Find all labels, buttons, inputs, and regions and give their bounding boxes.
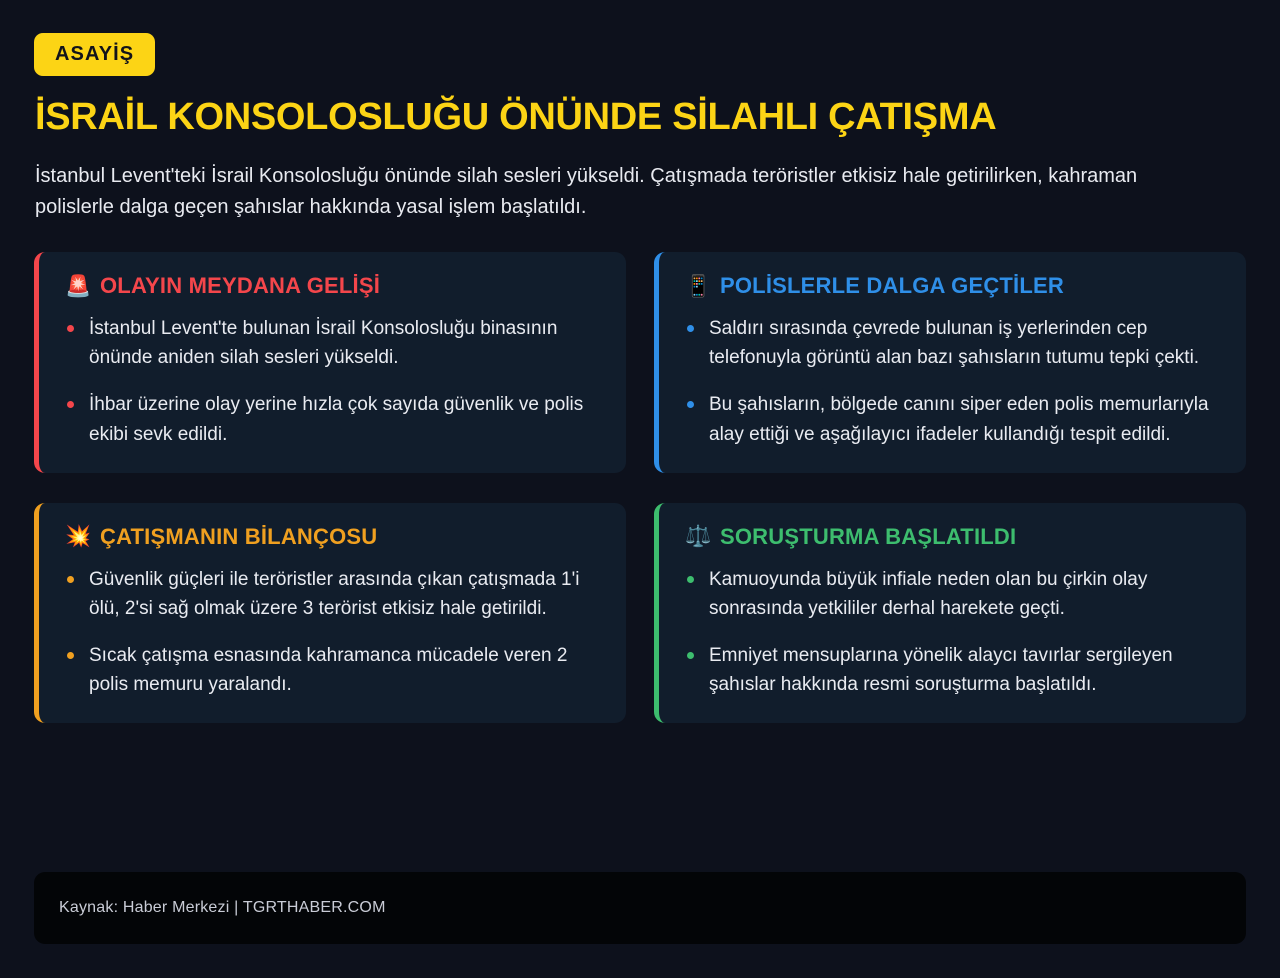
list-item-text: Güvenlik güçleri ile teröristler arasında çıkan çatışmada 1'i ölü, 2'si sağ olmak üzere 3 terörist etkisiz hale getirildi.	[89, 568, 580, 619]
card-olayin-meydana-gelisi	[34, 252, 626, 472]
card-title: ÇATIŞMANIN BİLANÇOSU	[100, 523, 378, 549]
bullet-dot	[687, 576, 694, 583]
bullet-dot	[687, 401, 694, 408]
card-header	[65, 274, 600, 298]
list-item-text: Kamuoyunda büyük infiale neden olan bu çirkin olay sonrasında yetkililer derhal harekete geçti.	[709, 568, 1148, 619]
cards-column-right	[654, 252, 1246, 723]
bullet-dot	[67, 325, 74, 332]
cards-grid	[34, 252, 1246, 723]
card-sorusturma-baslatildi	[654, 503, 1246, 723]
list-item	[65, 565, 600, 623]
footer-bar	[34, 872, 1246, 944]
card-bullet-list	[685, 314, 1220, 448]
source-text: Kaynak: Haber Merkezi | TGRTHABER.COM	[59, 899, 386, 916]
bullet-dot	[687, 652, 694, 659]
list-item	[685, 390, 1220, 448]
card-title: SORUŞTURMA BAŞLATILDI	[720, 523, 1017, 549]
bullet-dot	[67, 401, 74, 408]
card-bullet-list	[685, 565, 1220, 699]
card-header	[685, 525, 1220, 549]
card-bullet-list	[65, 565, 600, 699]
list-item	[65, 390, 600, 448]
mobile-phone-icon: 📱	[685, 274, 712, 298]
card-title: POLİSLERLE DALGA GEÇTİLER	[720, 273, 1064, 299]
list-item-text: Emniyet mensuplarına yönelik alaycı tavırlar sergileyen şahıslar hakkında resmi soruşturma başlatıldı.	[709, 644, 1173, 695]
card-header	[65, 525, 600, 549]
balance-scale-icon: ⚖️	[685, 525, 712, 549]
bullet-dot	[67, 576, 74, 583]
category-badge: ASAYİŞ	[34, 33, 155, 76]
list-item-text: Saldırı sırasında çevrede bulunan iş yerlerinden cep telefonuyla görüntü alan bazı şahısların tutumu tepki çekti.	[709, 318, 1200, 369]
page-title: İSRAİL KONSOLOSLUĞU ÖNÜNDE SİLAHLI ÇATIŞMA	[35, 96, 997, 138]
list-item	[65, 641, 600, 699]
list-item	[65, 314, 600, 372]
card-polislerle-dalga-gectiler	[654, 252, 1246, 472]
card-catismanin-bilancosu	[34, 503, 626, 723]
page-subtitle: İstanbul Levent'teki İsrail Konsolosluğu önünde silah sesleri yükseldi. Çatışmada teröristler etkisiz hale getirilirken, kahraman polislerle dalga geçen şahıslar hakkında yasal işlem başlatıldı.	[35, 164, 1138, 218]
list-item	[685, 314, 1220, 372]
collision-burst-icon: 💥	[65, 525, 92, 549]
police-siren-icon: 🚨	[65, 274, 92, 298]
list-item	[685, 565, 1220, 623]
list-item-text: İstanbul Levent'te bulunan İsrail Konsolosluğu binasının önünde aniden silah sesleri yükseldi.	[89, 318, 558, 369]
card-title: OLAYIN MEYDANA GELİŞİ	[100, 273, 381, 299]
list-item	[685, 641, 1220, 699]
cards-column-left	[34, 252, 626, 723]
list-item-text: Sıcak çatışma esnasında kahramanca mücadele veren 2 polis memuru yaralandı.	[89, 644, 568, 695]
bullet-dot	[687, 325, 694, 332]
list-item-text: Bu şahısların, bölgede canını siper eden polis memurlarıyla alay ettiği ve aşağılayıcı ifadeler kullandığı tespit edildi.	[709, 394, 1209, 445]
card-bullet-list	[65, 314, 600, 448]
bullet-dot	[67, 652, 74, 659]
card-header	[685, 274, 1220, 298]
list-item-text: İhbar üzerine olay yerine hızla çok sayıda güvenlik ve polis ekibi sevk edildi.	[89, 394, 584, 445]
